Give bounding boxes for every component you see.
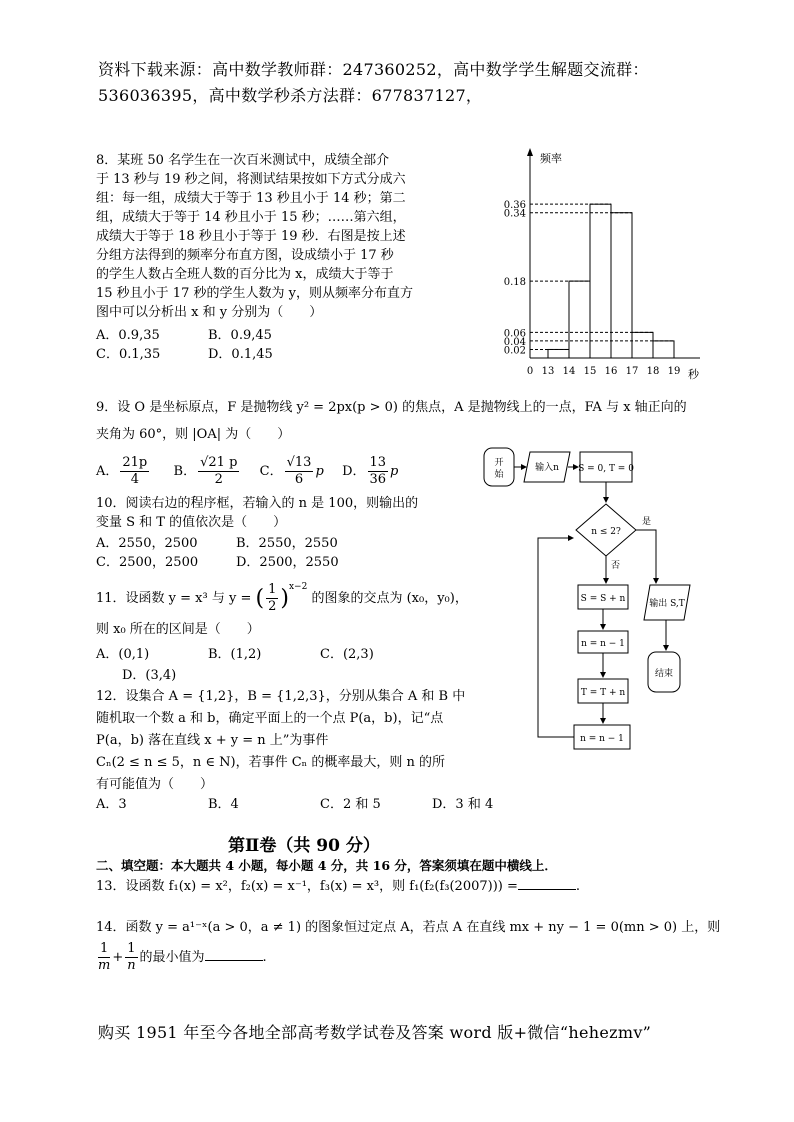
q9-option-d: D． $\frac{13}{36}$ p — [342, 455, 399, 487]
input-text: 输入n — [535, 463, 559, 473]
program-flowchart — [478, 440, 698, 760]
q11-option-b: B．(1,2) — [208, 647, 262, 662]
y-axis-arrow — [527, 148, 533, 156]
q12-option-d: D．3 和 4 — [432, 797, 494, 812]
q9-options — [96, 455, 398, 488]
q11-line-1: 11．设函数 y = x³ 与 y = ( $\frac{1}{2}$ )$^{x-2}$ 的图象的交点为 (x₀，y₀)， — [96, 581, 468, 614]
q14-line-1: 14．函数 y = a¹⁻ˣ(a > 0，a ≠ 1) 的图象恒过定点 A，若点 A 在直线 mx + ny − 1 = 0(mn > 0) 上，则 — [96, 920, 721, 935]
q11-option-a: A．(0,1) — [96, 647, 150, 662]
output-text: 输出 S,T — [649, 599, 685, 609]
y-tick-label: 0.18 — [503, 277, 526, 289]
header-line-1: 资料下载来源：高中数学教师群：247360252，高中数学学生解题交流群： — [98, 60, 649, 79]
question-12 — [96, 686, 465, 796]
q10-line-2: 变量 S 和 T 的值依次是（ ） — [96, 515, 287, 530]
end-text: 结束 — [654, 669, 674, 679]
q14-answer-blank[interactable] — [205, 948, 263, 961]
q8-line: 组，成绩大于等于 14 秒且小于 15 秒；……第六组， — [96, 210, 406, 225]
histogram-bar — [653, 341, 674, 358]
x-axis-label: 秒 — [688, 368, 699, 381]
s-step-text: S = S + n — [580, 594, 626, 604]
n-step-text-1: n = n − 1 — [581, 639, 625, 649]
y-axis-label: 频率 — [540, 152, 562, 165]
q10-option-b: B．2550，2550 — [236, 536, 338, 551]
q13-answer-blank[interactable] — [518, 877, 576, 890]
q8-line: 8．某班 50 名学生在一次百米测试中，成绩全部介 — [96, 153, 390, 168]
y-tick-label: 0.06 — [503, 328, 526, 340]
q8-option-d: D．0.1,45 — [208, 347, 273, 362]
x-tick-label: 15 — [583, 366, 597, 377]
q8-line: 图中可以分析出 x 和 y 分别为（ ） — [96, 305, 323, 320]
histogram-bar — [590, 204, 611, 358]
q12-line: 有可能值为（ ） — [96, 777, 214, 792]
q11-line-2: 则 x₀ 所在的区间是（ ） — [96, 622, 260, 637]
fill-in-instructions: 二、填空题：本大题共 4 小题，每小题 4 分，共 16 分，答案须填在题中横线上． — [96, 858, 557, 873]
q12-line: P(a，b) 落在直线 x + y = n 上”为事件 — [96, 733, 329, 748]
cond-text: n ≤ 2? — [591, 527, 621, 537]
q8-line: 组：每一组，成绩大于等于 13 秒且小于 14 秒；第二 — [96, 191, 406, 206]
section-title: 第Ⅱ卷（共 90 分） — [228, 836, 380, 856]
q10-option-a: A．2550，2500 — [96, 536, 198, 551]
q9-option-a: A． $\frac{21p}{4}$ — [96, 455, 148, 487]
x-tick-label: 17 — [625, 366, 639, 377]
x-tick-label: 16 — [604, 366, 618, 377]
q9-line-2: 夹角为 60°，则 |OA| 为（ ） — [96, 427, 291, 442]
question-8 — [96, 151, 446, 322]
no-label: 否 — [611, 561, 621, 571]
q8-option-c: C．0.1,35 — [96, 347, 161, 362]
y-tick-label: 0.02 — [503, 345, 526, 357]
q12-option-c: C．2 和 5 — [320, 797, 381, 812]
q10-line-1: 10．阅读右边的程序框，若输入的 n 是 100，则输出的 — [96, 496, 419, 511]
q12-line: 12．设集合 A = {1,2}，B = {1,2,3}，分别从集合 A 和 B 中 — [96, 689, 466, 704]
q8-line: 成绩大于等于 18 秒且小于等于 19 秒．右图是按上述 — [96, 229, 406, 244]
q8-line: 15 秒且小于 17 秒的学生人数为 y，则从频率分布直方 — [96, 286, 413, 301]
q10-option-c: C．2500，2500 — [96, 555, 199, 570]
start-text: 开始 — [494, 458, 504, 480]
y-tick-label: 0.04 — [503, 336, 526, 348]
q8-option-a: A．0.9,35 — [96, 328, 160, 343]
q12-option-a: A．3 — [96, 797, 127, 812]
init-text: S = 0, T = 0 — [578, 464, 634, 474]
q12-line: Cₙ(2 ≤ n ≤ 5，n ∈ N)，若事件 Cₙ 的概率最大，则 n 的所 — [96, 755, 446, 770]
q9-option-b: B． $\frac{√21 p}{2}$ — [173, 455, 238, 487]
question-13: 13．设函数 f₁(x) = x²，f₂(x) = x⁻¹，f₃(x) = x³，则 f₁(f₂(f₃(2007))) = . — [96, 879, 581, 894]
q9-line-1: 9．设 O 是坐标原点，F 是抛物线 y² = 2px(p > 0) 的焦点，A 是抛物线上的一点，FA 与 x 轴正向的 — [96, 400, 687, 415]
x-tick-label: 19 — [667, 366, 681, 377]
header-line-2: 536036395，高中数学秒杀方法群：677837127， — [98, 86, 483, 105]
q12-option-b: B．4 — [208, 797, 239, 812]
histogram-bar — [611, 213, 632, 358]
q9-option-c: C． $\frac{√13}{6}$ p — [259, 455, 324, 487]
n-step-text-2: n = n − 1 — [580, 734, 624, 744]
y-tick-label: 0.34 — [503, 208, 526, 220]
x-tick-label: 18 — [646, 366, 660, 377]
y-tick-label: 0.36 — [503, 200, 526, 212]
footer-ad: 购买 1951 年至今各地全部高考数学试卷及答案 word 版+微信“hehezmv” — [98, 1023, 652, 1042]
histogram-bar — [632, 332, 653, 358]
x-tick-label: 0 — [526, 366, 534, 377]
q11-option-d: D．(3,4) — [122, 668, 177, 683]
q11-option-c: C．(2,3) — [320, 647, 374, 662]
histogram-bar — [569, 281, 590, 358]
q8-option-b: B．0.9,45 — [208, 328, 272, 343]
q14-line-2: $\frac{1}{m}$ + $\frac{1}{n}$ 的最小值为 . — [98, 941, 267, 973]
q8-line: 分组方法得到的频率分布直方图，设成绩小于 17 秒 — [96, 248, 394, 263]
yes-label: 是 — [642, 517, 652, 527]
q12-line: 随机取一个数 a 和 b，确定平面上的一个点 P(a，b)，记“点 — [96, 711, 444, 726]
x-tick-label: 14 — [562, 366, 576, 377]
histogram-bar — [548, 349, 569, 358]
t-step-text: T = T + n — [580, 688, 626, 698]
q10-option-d: D．2500，2550 — [236, 555, 339, 570]
x-tick-label: 13 — [541, 366, 555, 377]
q8-line: 的学生人数占全班人数的百分比为 x，成绩大于等于 — [96, 267, 394, 282]
q8-line: 于 13 秒与 19 秒之间，将测试结果按如下方式分成六 — [96, 172, 406, 187]
frequency-histogram — [490, 140, 700, 390]
